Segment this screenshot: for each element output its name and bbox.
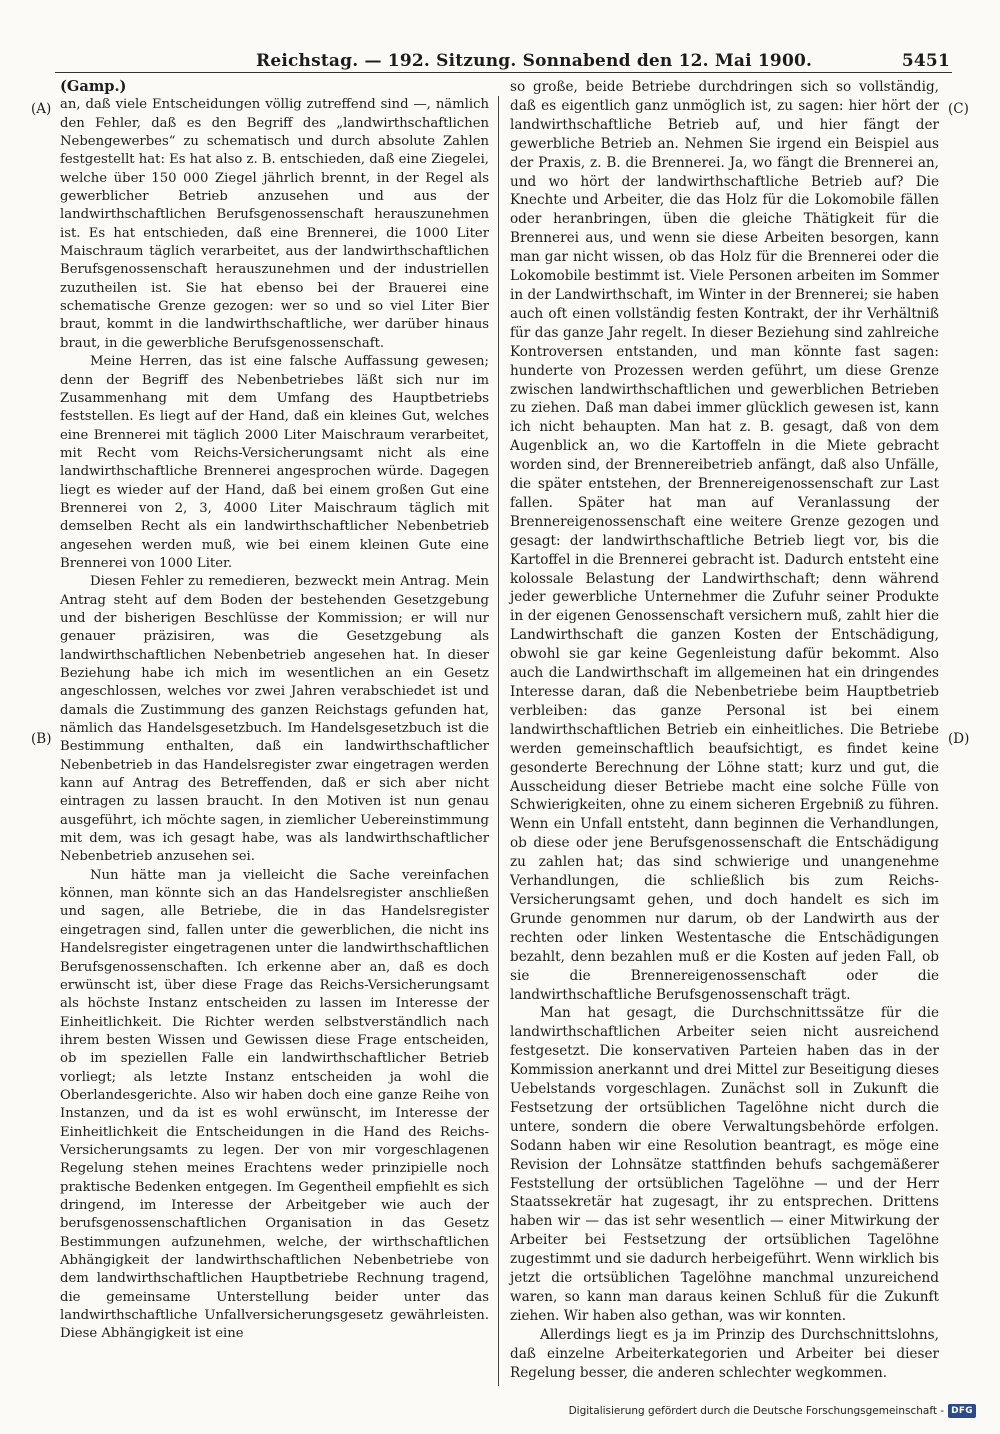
paragraph: Meine Herren, das ist eine falsche Auffassung gewesen; denn der Begriff des Nebenbetriebes läßt sich nur im Zusammenhang mit dem Umfang des Hauptbetriebs feststellen. Es liegt auf der Hand, daß ein kleines Gut, welches eine Brennerei mit täglich 2000 Liter Maischraum verarbeitet, mit Recht vom Reichs-Versicherungsamt nicht als eine landwirthschaftliche Brennerei angesprochen würde. Dagegen liegt es wieder auf der Hand, daß bei einem großen Gut eine Brennerei von 2, 3, 4000 Liter Maischraum täglich mit demselben Recht als ein landwirthschaftlicher Nebenbetrieb angesehen werden muß, wie bei einem kleinen Gute eine Brennerei von 1000 Liter. xyxy=(60,354,489,571)
paragraph: Man hat gesagt, die Durchschnittssätze für die landwirthschaftlichen Arbeiter seien nicht ausreichend festgesetzt. Die konservativen Parteien haben das in der Kommission anerkannt und drei Mittel zur Beseitigung dieses Uebelstands vorgeschlagen. Zunächst soll in Zukunft die Festsetzung der ortsüblichen Tagelöhne nicht durch die untere, sondern die obere Verwaltungsbehörde erfolgen. Sodann haben wir eine Resolution beantragt, es möge eine Revision der Lohnsätze stattfinden behufs sachgemäßerer Feststellung der ortsüblichen Tagelöhne — und der Herr Staatssekretär hat zugesagt, ihr zu entsprechen. Drittens haben wir — das ist sehr wesentlich — einer Mitwirkung der Arbeiter bei Festsetzung der ortsüblichen Tagelöhne zugestimmt und sie dadurch herbeigeführt. Wenn wirklich bis jetzt die ortsüblichen Tagelöhne manchmal unzureichend waren, so kann man daraus keinen Schluß für die Zukunft ziehen. Wir haben also gethan, was wir konnten. xyxy=(510,1005,939,1324)
page-number: 5451 xyxy=(901,51,950,71)
margin-marker-b: (B) xyxy=(31,731,52,747)
dfg-logo: DFG xyxy=(948,1404,976,1418)
speaker-name: (Gamp.) xyxy=(60,78,127,95)
paragraph: an, daß viele Entscheidungen völlig zutreffend sind —, nämlich den Fehler, daß es den Begriff des „landwirthschaftlichen Nebengewerbes“ zu schematisch und durch absolute Zahlen festgestellt hat: Es hat also z. B. entschieden, daß eine Ziegelei, welche über 150 000 Ziegel jährlich brennt, in der Regel als gewerblicher Betrieb anzusehen und aus der landwirthschaftlichen Berufsgenossenschaft herauszunehmen ist. Es hat entschieden, daß eine Brennerei, die 1000 Liter Maischraum täglich verarbeitet, aus der landwirthschaftlichen Berufsgenossenschaft herauszunehmen und der industriellen zuzutheilen ist. Sie hat ebenso bei der Brauerei eine schematische Grenze gezogen: wer so und so viel Liter Bier braut, kommt in die landwirthschaftliche, wer darüber hinaus braut, in die gewerbliche Berufsgenossenschaft. xyxy=(60,97,489,351)
footer-text: Digitalisierung gefördert durch die Deutsche Forschungsgemeinschaft - xyxy=(568,1405,945,1417)
footer-credit xyxy=(569,1400,976,1422)
paragraph: Allerdings liegt es ja im Prinzip des Durchschnittslohns, daß einzelne Arbeiterkategorien und Arbeiter bei dieser Regelung besser, die anderen schlechter wegkommen. xyxy=(510,1326,939,1381)
paragraph: Nun hätte man ja vielleicht die Sache vereinfachen können, man könnte sich an das Handelsregister anschließen und sagen, alle Betriebe, die in das Handelsregister eingetragen sind, fallen unter die gewerblichen, die nicht ins Handelsregister eingetragenen unter die landwirthschaftlichen Berufsgenossenschaften. Ich erkenne aber an, daß es doch erwünscht ist, über diese Frage das Reichs-Versicherungsamt als höchste Instanz entscheiden zu lassen im Interesse der Einheitlichkeit. Die Richter werden selbstverständlich nach ihrem besten Wissen und Gewissen diese Frage entscheiden, ob im speziellen Falle ein landwirthschaftlicher Betrieb vorliegt; als letzte Instanz entscheiden ja wohl die Oberlandesgerichte. Also wir haben doch eine ganze Reihe von Instanzen, und da ist es wohl erwünscht, im Interesse der Einheitlichkeit die Entscheidungen in die Hand des Reichs-Versicherungsamts zu legen. Der von mir vorgeschlagenen Regelung stehen meines Erachtens weder prinzipielle noch praktische Bedenken entgegen. Im Gegentheil empfiehlt es sich dringend, im Interesse der Arbeitgeber wie auch der berufsgenossenschaftlichen Organisation in das Gesetz Bestimmungen aufzunehmen, welche, der wirthschaftlichen Abhängigkeit der landwirthschaftlichen Nebenbetriebe von dem landwirthschaftlichen Hauptbetriebe Rechnung tragend, die gemeinsame Unterstellung beider unter das landwirthschaftliche Unfallversicherungsgesetz gewährleisten. Diese Abhängigkeit ist eine xyxy=(60,867,489,1342)
paragraph: so große, beide Betriebe durchdringen sich so vollständig, daß es eigentlich ganz unmöglich ist, zu sagen: hier hört der landwirthschaftliche Betrieb auf, und hier fängt der gewerbliche Betrieb an. Nehmen Sie irgend ein Beispiel aus der Praxis, z. B. die Brennerei. Ja, wo fängt die Brennerei an, und wo hört der landwirthschaftliche Betrieb auf? Die Knechte und Arbeiter, die das Holz für die Lokomobile fällen oder heranbringen, üben die gleiche Thätigkeit für die Brennerei aus, und wenn sie diese Arbeiten besorgen, kann man gar nicht wissen, ob das Holz für die Brennerei oder die Lokomobile bestimmt ist. Viele Personen arbeiten im Sommer in der Landwirthschaft, im Winter in der Brennerei; sie haben auch oft einen vollständig festen Kontrakt, der ihr Verhältniß für das ganze Jahr regelt. In dieser Beziehung sind zahlreiche Kontroversen entstanden, und man könnte fast sagen: hunderte von Prozessen werden geführt, um diese Grenze zwischen landwirthschaftlichen und gewerblichen Betrieben zu ziehen. Daß man dabei immer glücklich gewesen ist, kann ich nicht behaupten. Man hat z. B. gesagt, daß von dem Augenblick an, wo die Kartoffeln in die Miete gebracht worden sind, der Brennereibetrieb anfängt, daß also Unfälle, die später entstehen, der Brennereigenossenschaft zur Last fallen. Später hat man auf Veranlassung der Brennereigenossenschaft eine weitere Grenze gezogen und gesagt: der landwirthschaftliche Betrieb liegt vor, bis die Kartoffel in die Brennerei gebracht ist. Dadurch entsteht eine kolossale Belastung der Landwirthschaft; denn während jeder gewerbliche Unternehmer die Zufuhr seiner Produkte in der eigenen Genossenschaft versichern muß, zahlt hier die Landwirthschaft die ganzen Kosten der Entschädigung, obwohl sie gar keine Gegenleistung dafür bekommt. Also auch die Landwirthschaft im allgemeinen hat ein dringendes Interesse daran, daß die Nebenbetriebe beim Hauptbetrieb verbleiben: das ganze Personal ist bei einem landwirthschaftlichen Betrieb ein einheitliches. Die Betriebe werden gemeinschaftlich beaufsichtigt, es findet keine gesonderte Berechnung der Löhne statt; kurz und gut, die Ausscheidung dieser Betriebe macht eine solche Fülle von Schwierigkeiten, ohne zu einem sicheren Ergebniß zu führen. Wenn ein Unfall entsteht, dann beginnen die Verhandlungen, ob diese oder jene Berufsgenossenschaft die Entschädigung zu zahlen hat; das sind schwierige und unangenehme Verhandlungen, die schließlich bis zum Reichs-Versicherungsamt gehen, und doch handelt es sich im Grunde genommen nur darum, ob der Landwirth aus der rechten oder linken Westentasche die Entschädigungen bezahlt, denn bezahlen muß er die Kosten auf jeden Fall, ob sie die Brennereigenossenschaft oder die landwirthschaftliche Berufsgenossenschaft trägt. xyxy=(510,79,939,1003)
right-column xyxy=(510,78,939,1383)
header-rule xyxy=(55,72,952,73)
header-title: Reichstag. — 192. Sitzung. Sonnabend den 12. Mai 1900. xyxy=(256,51,813,71)
column-divider xyxy=(498,96,499,1386)
margin-marker-c: (C) xyxy=(948,101,969,117)
margin-marker-a: (A) xyxy=(31,101,52,117)
margin-marker-d: (D) xyxy=(948,731,970,747)
paragraph: Diesen Fehler zu remedieren, bezweckt mein Antrag. Mein Antrag steht auf dem Boden der bestehenden Gesetzgebung und der bisherigen Beschlüsse der Kommission; er will nur genauer präzisiren, was die Gesetzgebung als landwirthschaftlichen Nebenbetrieb angesehen hat. In dieser Beziehung habe ich mich im wesentlichen an ein Gesetz angeschlossen, welches vor zwei Jahren verabschiedet ist und damals die Zustimmung des ganzen Reichstags gefunden hat, nämlich das Handelsgesetzbuch. Im Handelsgesetzbuch ist die Bestimmung enthalten, daß ein landwirthschaftlicher Nebenbetrieb in das Handelsregister zwar eingetragen werden kann auf Antrag des Betreffenden, daß er sich aber nicht eintragen zu lassen braucht. In den Motiven ist nun genau ausgeführt, ich möchte sagen, in ziemlicher Uebereinstimmung mit dem, was ich gesagt habe, was als landwirthschaftlicher Nebenbetrieb anzusehen sei. xyxy=(60,574,489,865)
left-column xyxy=(60,78,489,1344)
